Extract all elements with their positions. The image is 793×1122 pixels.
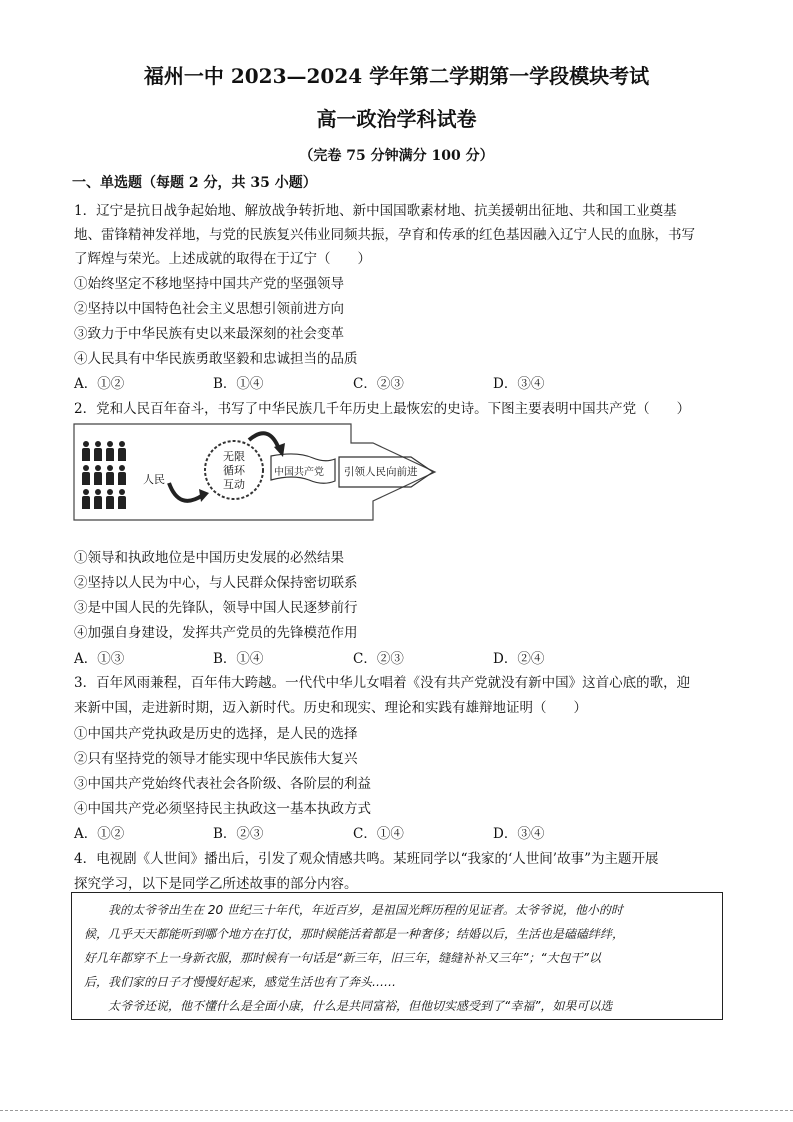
q2-option-c[interactable]: C．②③ [353,651,404,667]
person-icon [106,489,114,509]
page-bottom-divider [0,1110,793,1111]
q1-line-1: 1．辽宁是抗日战争起始地、解放战争转折地、新中国国歌素材地、抗美援朝出征地、共和国工业奠基 [74,203,677,219]
q3-item-2: ②只有坚持党的领导才能实现中华民族伟大复兴 [74,751,358,767]
arrow-label: 引领人民向前进 [344,466,418,478]
q1-item-1: ①始终坚定不移地坚持中国共产党的坚强领导 [74,276,344,292]
q1-option-c[interactable]: C．②③ [353,376,404,392]
person-icon [118,441,126,461]
person-icon [118,489,126,509]
q2-option-d[interactable]: D．②④ [493,651,545,667]
person-icon [106,441,114,461]
person-icon [94,489,102,509]
q2-item-4: ④加强自身建设，发挥共产党员的先锋模范作用 [74,625,358,641]
story-line-5: 太爷爷还说，他不懂什么是全面小康，什么是共同富裕，但他切实感受到了“幸福”，如果可以选 [108,999,613,1013]
q4-line-1: 4．电视剧《人世间》播出后，引发了观众情感共鸣。某班同学以“我家的‘人世间’故事”为主题开展 [74,851,659,867]
story-line-1: 我的太爷爷出生在 20 世纪三十年代，年近百岁，是祖国光辉历程的见证者。太爷爷说，他小的时 [108,903,623,917]
q3-item-3: ③中国共产党始终代表社会各阶级、各阶层的利益 [74,776,371,792]
q3-item-1: ①中国共产党执政是历史的选择，是人民的选择 [74,726,358,742]
cycle-label-1: 无限 [223,450,245,463]
person-icon [118,465,126,485]
q1-item-3: ③致力于中华民族有史以来最深刻的社会变革 [74,326,344,342]
person-icon [94,465,102,485]
q3-option-c[interactable]: C．①④ [353,826,404,842]
q4-line-2: 探究学习，以下是同学乙所述故事的部分内容。 [74,876,358,892]
q3-option-d[interactable]: D．③④ [493,826,545,842]
people-label: 人民 [143,473,165,486]
q1-item-4: ④人民具有中华民族勇敢坚毅和忠诚担当的品质 [74,351,358,367]
story-line-3: 好几年都穿不上一身新衣服，那时候有一句话是“新三年，旧三年，缝缝补补又三年”；“大包干”以 [84,951,601,965]
person-icon [94,441,102,461]
q3-option-b[interactable]: B．②③ [213,826,264,842]
story-line-4: 后，我们家的日子才慢慢好起来，感觉生活也有了奔头…… [84,975,397,989]
q3-item-4: ④中国共产党必须坚持民主执政这一基本执政方式 [74,801,371,817]
q2-option-b[interactable]: B．①④ [213,651,264,667]
exam-note: （完卷 75 分钟满分 100 分） [299,148,494,164]
q1-line-3: 了辉煌与荣光。上述成就的取得在于辽宁（ ） [74,251,371,267]
cycle-label-2: 循环 [223,464,245,477]
cycle-label-3: 互动 [223,478,245,491]
q2-line-1: 2．党和人民百年奋斗，书写了中华民族几千年历史上最恢宏的史诗。下图主要表明中国共产党（ ） [74,401,691,417]
q2-item-3: ③是中国人民的先锋队，领导中国人民逐梦前行 [74,600,358,616]
person-icon [82,465,90,485]
q1-option-b[interactable]: B．①④ [213,376,264,392]
party-people-diagram [73,423,437,521]
q2-option-a[interactable]: A．①③ [74,651,125,667]
q1-option-d[interactable]: D．③④ [493,376,545,392]
person-icon [82,441,90,461]
person-icon [106,465,114,485]
q1-item-2: ②坚持以中国特色社会主义思想引领前进方向 [74,301,344,317]
q1-line-2: 地、雷锋精神发祥地，与党的民族复兴伟业同频共振，孕育和传承的红色基因融入辽宁人民的血脉，书写 [74,227,695,243]
story-line-2: 候，几乎天天都能听到哪个地方在打仗，那时候能活着都是一种奢侈；结婚以后，生活也是磕磕绊绊， [84,927,625,941]
q3-option-a[interactable]: A．①② [74,826,125,842]
story-box [71,892,723,1020]
section-heading: 一、单选题（每题 2 分，共 35 小题） [72,175,317,191]
exam-subtitle: 高一政治学科试卷 [316,107,477,131]
q1-option-a[interactable]: A．①② [74,376,125,392]
q3-line-2: 来新中国，走进新时期，迈入新时代。历史和现实、理论和实践有雄辩地证明（ ） [74,700,587,716]
party-label: 中国共产党 [274,467,324,478]
q2-item-2: ②坚持以人民为中心，与人民群众保持密切联系 [74,575,358,591]
q3-line-1: 3．百年风雨兼程，百年伟大跨越。一代代中华儿女唱着《没有共产党就没有新中国》这首心底的歌，迎 [74,675,691,691]
person-icon [82,489,90,509]
q2-item-1: ①领导和执政地位是中国历史发展的必然结果 [74,550,344,566]
exam-title: 福州一中 2023—2024 学年第二学期第一学段模块考试 [143,64,650,88]
